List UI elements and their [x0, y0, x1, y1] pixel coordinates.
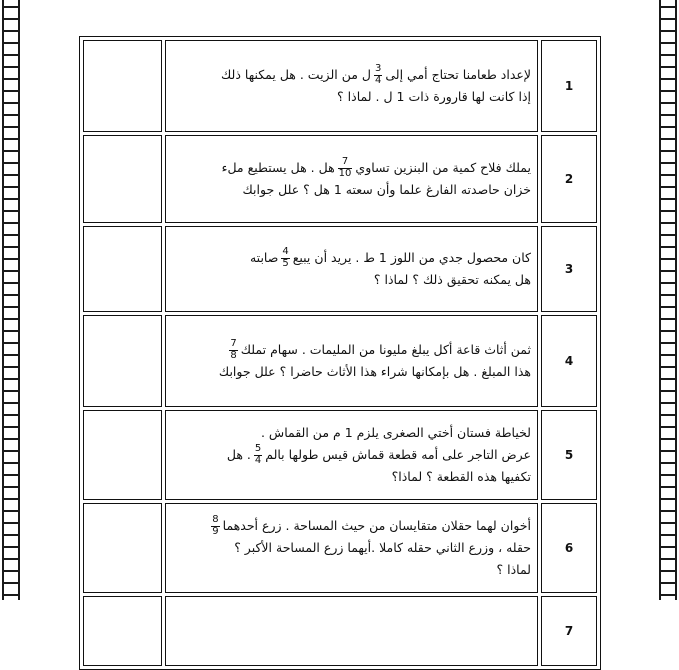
fraction: $\frac{5}{4}$: [254, 443, 262, 466]
question-cell: [165, 226, 538, 312]
fraction: $\frac{3}{4}$: [374, 63, 382, 86]
question-line: أخوان لهما حقلان متقايسان من حيث المساحة . زرع أحدهما $\frac{8}{9}$: [212, 514, 531, 537]
question-line: لإعداد طعامنا تحتاج أمي إلى $\frac{3}{4}$ ل من الزيت . هل يمكنها ذلك: [221, 63, 531, 86]
problem-number: 3: [541, 226, 597, 312]
problem-number: 6: [541, 503, 597, 593]
problem-number: 4: [541, 315, 597, 407]
table-row: [83, 135, 597, 223]
question-line: ثمن أثاث قاعة أكل يبلغ مليونا من المليمات . سهام تملك $\frac{7}{8}$: [230, 338, 531, 361]
decorative-border-left: [2, 0, 20, 600]
table-row: [83, 226, 597, 312]
question-line: كان محصول جدي من اللوز 1 ط . يريد أن يبيع $\frac{4}{5}$ صابته: [249, 246, 531, 269]
answer-cell[interactable]: [83, 410, 162, 500]
fraction: $\frac{7}{10}$: [338, 156, 352, 179]
table-row: [83, 596, 597, 666]
question-cell: [165, 503, 538, 593]
question-cell: [165, 135, 538, 223]
question-line: هذا المبلغ . هل بإمكانها شراء هذا الأثاث حاضرا ؟ علل جوابك: [218, 364, 531, 380]
question-cell: [165, 40, 538, 132]
answer-cell[interactable]: [83, 226, 162, 312]
decorative-border-right: [659, 0, 677, 600]
problem-number: 7: [541, 596, 597, 666]
question-line: خزان حاصدته الفارغ علما وأن سعته 1 هل ؟ علل جوابك: [242, 182, 531, 198]
fraction: $\frac{7}{8}$: [230, 338, 237, 361]
problem-number: 1: [541, 40, 597, 132]
table-row: [83, 503, 597, 593]
question-line: عرض التاجر على أمه قطعة قماش قيس طولها بالم $\frac{5}{4}$ . هل: [226, 443, 531, 466]
table-row: [83, 40, 597, 132]
answer-cell[interactable]: [83, 135, 162, 223]
problems-table: [79, 36, 601, 670]
question-line: لماذا ؟: [496, 562, 531, 578]
problem-number: 2: [541, 135, 597, 223]
fraction: $\frac{8}{9}$: [212, 514, 219, 537]
problem-number: 5: [541, 410, 597, 500]
answer-cell[interactable]: [83, 503, 162, 593]
question-cell: [165, 315, 538, 407]
question-line: يملك فلاح كمية من البنزين تساوي $\frac{7}{10}$ هل . هل يستطيع ملء: [221, 156, 531, 179]
table-row: [83, 410, 597, 500]
question-cell: [165, 596, 538, 666]
question-line: حقله ، وزرع الثاني حقله كاملا .أيهما زرع المساحة الأكبر ؟: [234, 540, 531, 556]
question-line: إذا كانت لها قارورة ذات 1 ل . لماذا ؟: [337, 89, 531, 105]
answer-cell[interactable]: [83, 315, 162, 407]
answer-cell[interactable]: [83, 596, 162, 666]
fraction: $\frac{4}{5}$: [282, 246, 289, 269]
question-line: لخياطة فستان أختي الصغرى يلزم 1 م من القماش .: [260, 424, 531, 440]
question-cell: [165, 410, 538, 500]
answer-cell[interactable]: [83, 40, 162, 132]
question-line: تكفيها هذه القطعة ؟ لماذا؟: [391, 469, 531, 485]
table-row: [83, 315, 597, 407]
question-line: هل يمكنه تحقيق ذلك ؟ لماذا ؟: [373, 272, 531, 288]
